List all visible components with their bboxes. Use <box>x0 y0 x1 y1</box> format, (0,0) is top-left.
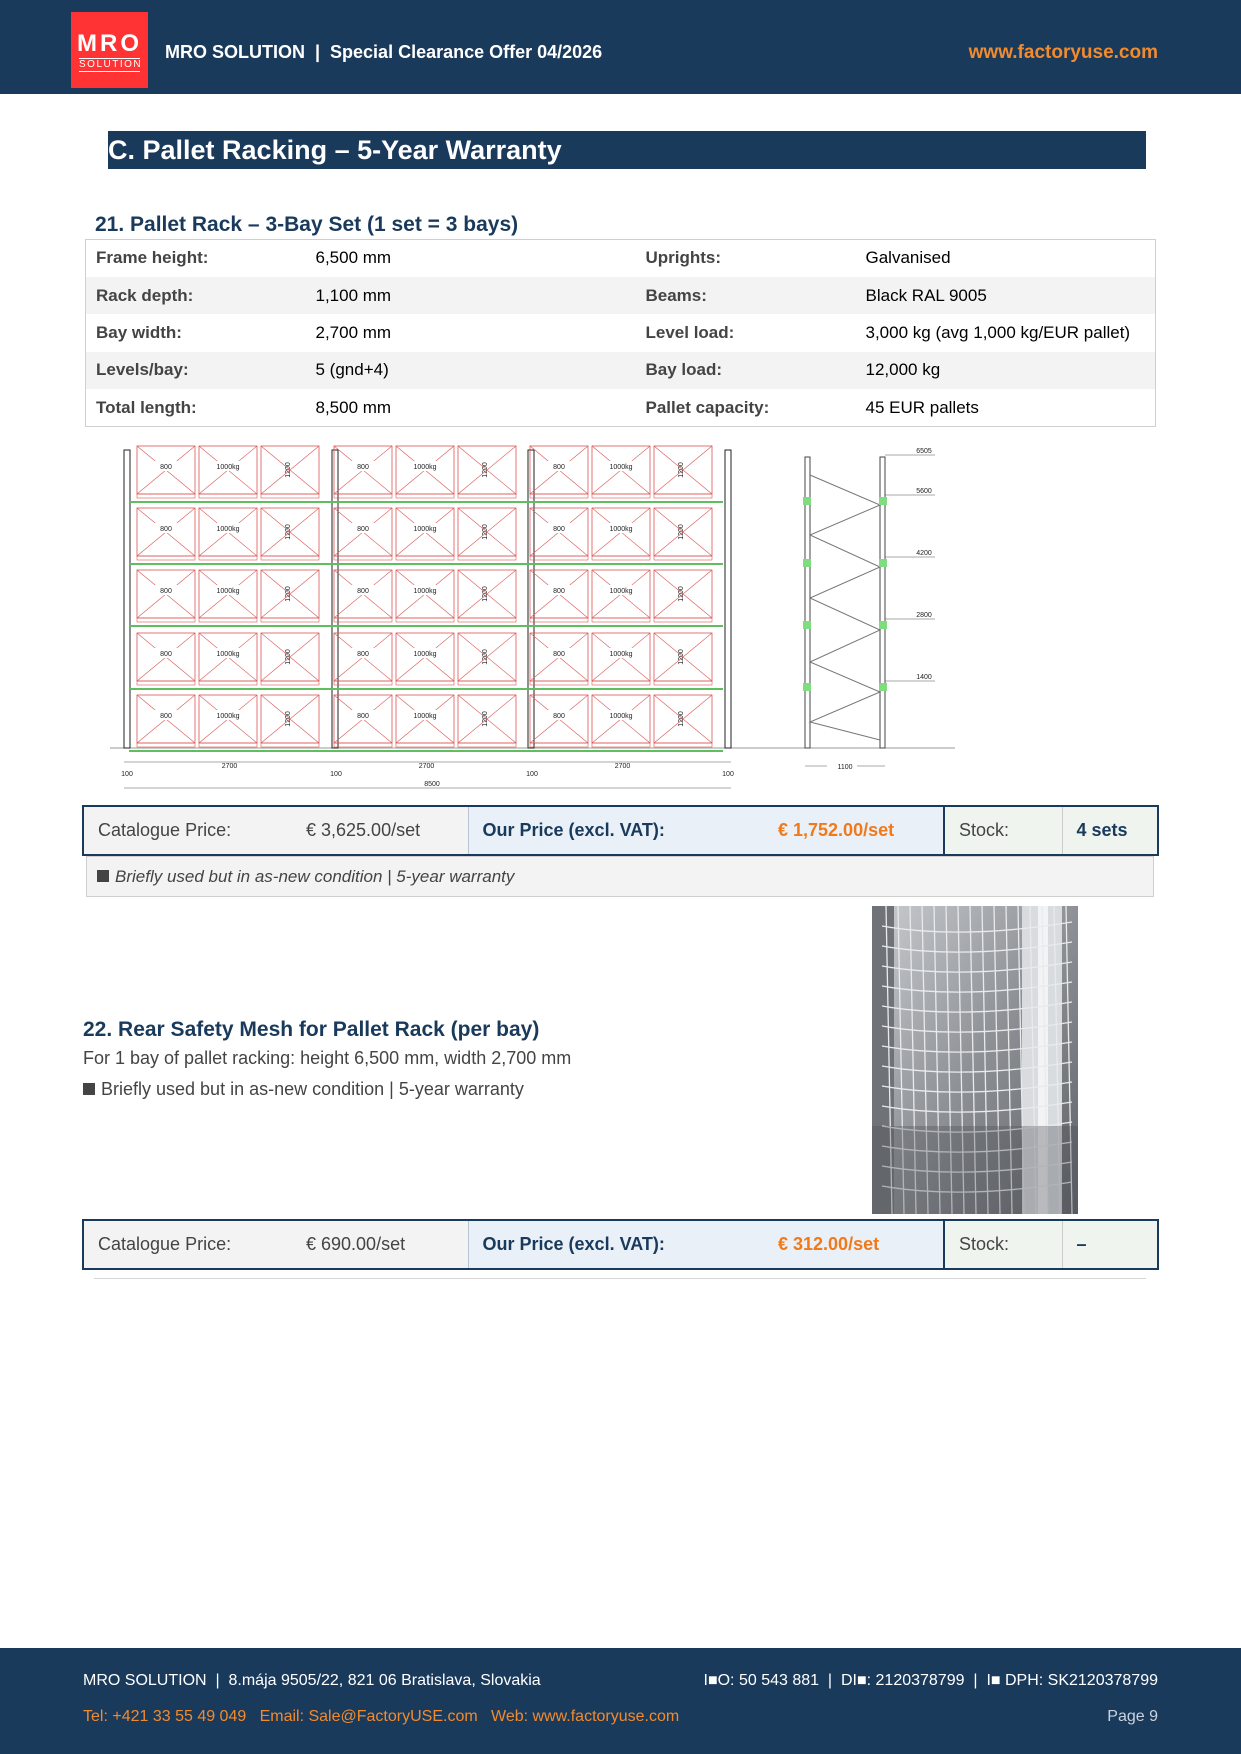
pallet-load-label: 1000kg <box>609 588 633 595</box>
pallet-height-label: 1200 <box>678 649 685 665</box>
pallet-base <box>199 743 257 747</box>
rack-upright <box>332 450 338 748</box>
rack-depth-label: 1100 <box>837 764 853 771</box>
spec-value: 1,100 mm <box>310 277 636 314</box>
pallet-base <box>654 681 712 685</box>
beam-connector <box>803 683 811 691</box>
pallet-height-label: 1200 <box>482 649 489 665</box>
pallet-base <box>334 556 392 560</box>
pallet-base <box>530 556 588 560</box>
spec-label: Frame height: <box>96 248 209 268</box>
pallet-base <box>396 494 454 498</box>
pallet-height-label: 1200 <box>482 524 489 540</box>
pallet-load-label: 1000kg <box>609 464 633 471</box>
logo-sub-text: SOLUTION <box>79 59 143 70</box>
bay-width-label: 2700 <box>614 763 631 770</box>
pallet-base <box>530 618 588 622</box>
pallet-height-label: 1200 <box>678 711 685 727</box>
spec-value: 2,700 mm <box>315 322 392 342</box>
bay-width-label: 2700 <box>221 763 238 770</box>
page-number: Page 9 <box>1107 1708 1158 1725</box>
catalogue-price-value: € 3,625.00/set <box>306 806 468 855</box>
spec-value: 12,000 kg <box>860 352 1156 389</box>
pallet-depth-label: 800 <box>553 464 565 471</box>
pallet-base <box>592 556 650 560</box>
spec-label: Rack depth: <box>86 277 310 314</box>
spec-row <box>86 352 1156 389</box>
pallet-base <box>334 618 392 622</box>
item-21-price-table <box>82 805 1159 856</box>
pallet-base <box>396 556 454 560</box>
section-divider <box>94 1278 1146 1279</box>
item-22-description: For 1 bay of pallet racking: height 6,500 mm, width 2,700 mm <box>83 1048 572 1068</box>
pallet-load-label: 1000kg <box>216 713 240 720</box>
pallet-load-label: 1000kg <box>609 651 633 658</box>
pallet-height-label: 1200 <box>482 711 489 727</box>
pallet-depth-label: 800 <box>553 588 565 595</box>
catalogue-price-label: Catalogue Price: <box>83 806 306 855</box>
pallet-depth-label: 800 <box>553 713 565 720</box>
spec-value: Galvanised <box>865 248 951 268</box>
rack-front-elevation <box>110 446 955 788</box>
pallet-base <box>199 556 257 560</box>
item-22-condition-note <box>83 1079 524 1100</box>
pallet-base <box>261 681 319 685</box>
level-height-label: 4200 <box>916 550 932 557</box>
pallet-height-label: 1200 <box>678 462 685 478</box>
level-height-label: 6505 <box>916 448 932 455</box>
pallet-base <box>199 618 257 622</box>
pallet-height-label: 1200 <box>482 462 489 478</box>
pallet-depth-label: 800 <box>357 526 369 533</box>
pallet-base <box>199 681 257 685</box>
stock-label: Stock: <box>944 1220 1062 1269</box>
page-footer <box>0 1648 1241 1754</box>
upright-width-label: 100 <box>526 771 538 778</box>
pallet-load-label: 1000kg <box>609 713 633 720</box>
pallet-base <box>530 494 588 498</box>
beam-connector <box>803 559 811 567</box>
pallet-depth-label: 800 <box>553 651 565 658</box>
header-website-link[interactable]: www.factoryuse.com <box>968 42 1158 63</box>
spec-value: 6,500 mm <box>315 248 392 268</box>
frame-bracing <box>810 475 880 740</box>
pallet-base <box>458 556 516 560</box>
beam-connector <box>879 559 887 567</box>
stock-value: 4 sets <box>1062 806 1158 855</box>
page-header <box>0 0 1241 94</box>
pallet-base <box>396 743 454 747</box>
our-price-value: € 312.00/set <box>778 1220 944 1269</box>
pallet-base <box>137 681 195 685</box>
item-22-title: 22. Rear Safety Mesh for Pallet Rack (per bay) <box>83 1018 540 1041</box>
spec-label: Levels/bay: <box>86 352 310 389</box>
company-logo <box>71 12 148 88</box>
pallet-base <box>396 681 454 685</box>
pallet-height-label: 1200 <box>285 462 292 478</box>
spec-value: 3,000 kg (avg 1,000 kg/EUR pallet) <box>865 322 1131 342</box>
pallet-base <box>458 618 516 622</box>
header-title: MRO SOLUTION | Special Clearance Offer 04/2026 <box>165 42 603 62</box>
pallet-depth-label: 800 <box>160 651 172 658</box>
level-height-label: 5600 <box>916 488 932 495</box>
pallet-base <box>334 681 392 685</box>
pallet-base <box>396 618 454 622</box>
level-height-label: 1400 <box>916 674 932 681</box>
item-21-note-text: Briefly used but in as-new condition | 5-year warranty <box>115 867 515 886</box>
pallet-base <box>458 494 516 498</box>
pallet-base <box>654 743 712 747</box>
square-bullet-icon <box>97 870 109 882</box>
spec-value: 5 (gnd+4) <box>310 352 636 389</box>
pallet-load-label: 1000kg <box>216 588 240 595</box>
pallet-load-label: 1000kg <box>413 588 437 595</box>
beam-connector <box>803 497 811 505</box>
rack-upright <box>528 450 534 748</box>
beam-connector <box>879 497 887 505</box>
pallet-base <box>137 494 195 498</box>
our-price-value: € 1,752.00/set <box>778 806 944 855</box>
logo-main-text: MRO <box>77 30 142 57</box>
pallet-base <box>458 681 516 685</box>
spec-value: Black RAL 9005 <box>860 277 1156 314</box>
pallet-height-label: 1200 <box>285 524 292 540</box>
pallet-base <box>137 618 195 622</box>
item-21-condition-note <box>86 856 1154 897</box>
beam-connector <box>879 621 887 629</box>
our-price-label: Our Price (excl. VAT): <box>468 806 778 855</box>
our-price-label: Our Price (excl. VAT): <box>468 1220 778 1269</box>
spec-label: Bay width: <box>96 322 182 342</box>
pallet-base <box>654 618 712 622</box>
pallet-base <box>261 556 319 560</box>
rack-side-elevation <box>803 448 935 771</box>
pallet-base <box>137 743 195 747</box>
spec-row <box>86 277 1156 314</box>
safety-mesh-photo <box>872 906 1078 1214</box>
footer-address: MRO SOLUTION | 8.mája 9505/22, 821 06 Bratislava, Slovakia <box>83 1672 541 1689</box>
spec-label: Beams: <box>636 277 860 314</box>
pallet-base <box>592 494 650 498</box>
stock-value: – <box>1062 1220 1158 1269</box>
spec-value: 45 EUR pallets <box>865 397 979 417</box>
total-length-label: 8500 <box>424 781 440 788</box>
pallet-base <box>654 556 712 560</box>
spec-label: Total length: <box>96 397 197 417</box>
pallet-height-label: 1200 <box>285 649 292 665</box>
pallet-base <box>261 743 319 747</box>
pallet-height-label: 1200 <box>482 586 489 602</box>
spec-row <box>86 314 1156 351</box>
upright-width-label: 100 <box>330 771 342 778</box>
pallet-rack-drawing <box>100 440 960 795</box>
rack-upright <box>725 450 731 748</box>
spec-row <box>86 389 1156 426</box>
pallet-base <box>261 618 319 622</box>
pallet-depth-label: 800 <box>357 588 369 595</box>
stock-label: Stock: <box>944 806 1062 855</box>
pallet-depth-label: 800 <box>160 464 172 471</box>
pallet-load-label: 1000kg <box>216 526 240 533</box>
spec-label: Bay load: <box>636 352 860 389</box>
pallet-load-label: 1000kg <box>413 651 437 658</box>
pallet-depth-label: 800 <box>357 713 369 720</box>
bay-width-label: 2700 <box>418 763 435 770</box>
pallet-base <box>261 494 319 498</box>
upright-width-label: 100 <box>121 771 133 778</box>
spec-label: Level load: <box>645 322 735 342</box>
pallet-height-label: 1200 <box>285 711 292 727</box>
pallet-load-label: 1000kg <box>216 464 240 471</box>
pallet-base <box>530 681 588 685</box>
pallet-load-label: 1000kg <box>609 526 633 533</box>
beam-connector <box>803 621 811 629</box>
beam-connector <box>879 683 887 691</box>
item-22-note-text: Briefly used but in as-new condition | 5-year warranty <box>101 1079 524 1099</box>
catalogue-price-label: Catalogue Price: <box>83 1220 306 1269</box>
pallet-base <box>654 494 712 498</box>
pallet-load-label: 1000kg <box>413 713 437 720</box>
pallet-base <box>199 494 257 498</box>
pallet-depth-label: 800 <box>553 526 565 533</box>
item-21-spec-table <box>85 239 1156 427</box>
pallet-height-label: 1200 <box>678 524 685 540</box>
level-height-label: 2800 <box>916 612 932 619</box>
section-title: C. Pallet Racking – 5-Year Warranty <box>108 131 1146 169</box>
pallet-load-label: 1000kg <box>413 526 437 533</box>
pallet-load-label: 1000kg <box>413 464 437 471</box>
upright-width-label: 100 <box>722 771 734 778</box>
pallet-base <box>458 743 516 747</box>
pallet-base <box>592 743 650 747</box>
pallet-base <box>334 494 392 498</box>
spec-row <box>86 240 1156 277</box>
footer-company-ids: I■O: 50 543 881 | DI■: 2120378799 | I■ DPH: SK2120378799 <box>703 1672 1158 1689</box>
spec-label: Pallet capacity: <box>645 397 770 417</box>
catalogue-price-value: € 690.00/set <box>306 1220 468 1269</box>
spec-label: Uprights: <box>645 248 722 268</box>
footer-contact[interactable]: Tel: +421 33 55 49 049 Email: Sale@FactoryUSE.com Web: www.factoryuse.com <box>83 1708 680 1725</box>
item-21-title: 21. Pallet Rack – 3-Bay Set (1 set = 3 bays) <box>95 213 519 236</box>
pallet-depth-label: 800 <box>160 526 172 533</box>
square-bullet-icon <box>83 1083 95 1095</box>
pallet-base <box>530 743 588 747</box>
pallet-base <box>137 556 195 560</box>
item-22-price-table <box>82 1219 1159 1270</box>
pallet-depth-label: 800 <box>160 713 172 720</box>
pallet-load-label: 1000kg <box>216 651 240 658</box>
pallet-base <box>334 743 392 747</box>
spec-value: 8,500 mm <box>315 397 392 417</box>
pallet-height-label: 1200 <box>678 586 685 602</box>
pallet-depth-label: 800 <box>160 588 172 595</box>
pallet-height-label: 1200 <box>285 586 292 602</box>
pallet-base <box>592 618 650 622</box>
pallet-depth-label: 800 <box>357 651 369 658</box>
rack-upright <box>124 450 130 748</box>
pallet-base <box>592 681 650 685</box>
pallet-depth-label: 800 <box>357 464 369 471</box>
